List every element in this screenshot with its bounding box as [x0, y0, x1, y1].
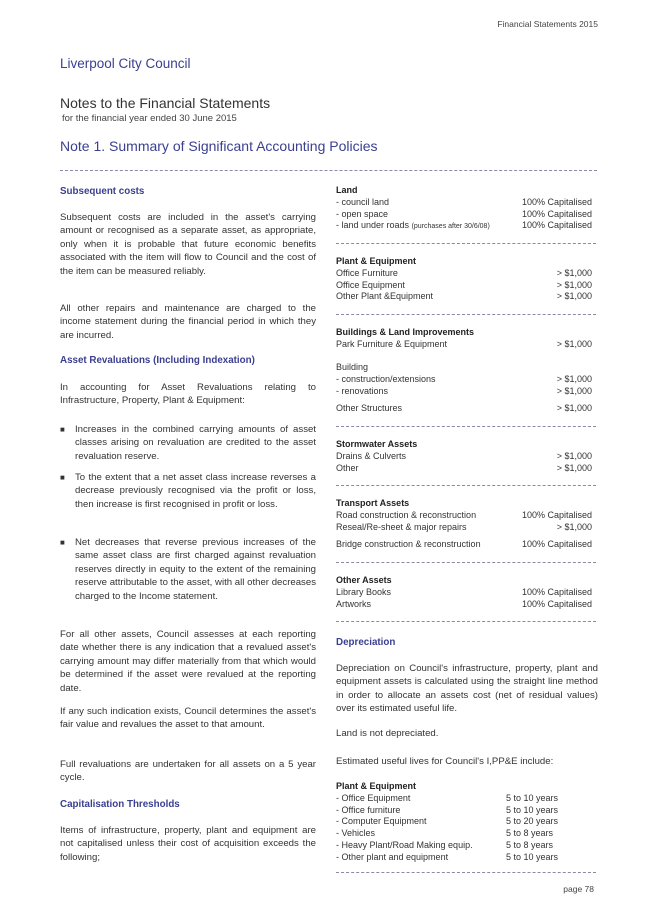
- repairs-paragraph: All other repairs and maintenance are charged to the income statement during the financial period in which they are incurred.: [60, 303, 316, 341]
- buildings-row: Park Furniture & Equipment > $1,000: [336, 338, 592, 349]
- building-row: - construction/extensions > $1,000: [336, 373, 592, 384]
- revaluations-paragraph-2: For all other assets, Council assesses at each reporting date whether there is any indication that a revalued asset's carrying amount may differ materially from that which would be determined if the asset were revalued at the reporting date.: [60, 629, 316, 694]
- notes-subtitle: for the financial year ended 30 June 2015: [62, 113, 237, 124]
- revaluation-bullet-3: ■ Net decreases that reverse previous increases of the same asset class are first charged against revaluation reserves directly in equity to the extent of the remaining reserve attributable to the asset, with all other decreases charged to the Income statement.: [60, 537, 316, 602]
- section-divider: [336, 314, 596, 315]
- bridge-row: Bridge construction & reconstruction 100% Capitalised: [336, 539, 592, 549]
- land-row: - council land 100% Capitalised: [336, 196, 592, 207]
- capitalisation-paragraph: Items of infrastructure, property, plant and equipment are not capitalised unless their cost of acquisition exceeds the following;: [60, 825, 316, 863]
- other-structures-row: Other Structures > $1,000: [336, 403, 592, 413]
- useful-life-row: - Office furniture 5 to 10 years: [336, 804, 559, 815]
- note-title: Note 1. Summary of Significant Accounting Policies: [60, 138, 378, 154]
- transport-heading: Transport Assets: [336, 498, 410, 508]
- plant-section: [336, 256, 592, 303]
- revaluations-intro: In accounting for Asset Revaluations relating to Infrastructure, Property, Plant & Equipment:: [60, 382, 316, 407]
- building-subsection: [336, 362, 592, 397]
- useful-life-row: - Computer Equipment 5 to 20 years: [336, 816, 559, 827]
- transport-row: Road construction & reconstruction 100% Capitalised: [336, 509, 592, 520]
- section-divider: [336, 562, 596, 563]
- other-assets-row: Artworks 100% Capitalised: [336, 598, 592, 609]
- other-assets-heading: Other Assets: [336, 575, 392, 585]
- revaluations-heading: Asset Revaluations (Including Indexation): [60, 355, 255, 366]
- useful-lives-heading: Plant & Equipment: [336, 781, 417, 791]
- building-row: - renovations > $1,000: [336, 385, 592, 396]
- subsequent-costs-heading: Subsequent costs: [60, 186, 145, 197]
- revaluation-bullet-1: ■ Increases in the combined carrying amounts of asset classes arising on revaluation are credited to the asset revaluation reserve.: [60, 424, 316, 462]
- land-row: - open space 100% Capitalised: [336, 208, 592, 219]
- capitalisation-heading: Capitalisation Thresholds: [60, 799, 180, 810]
- useful-life-row: - Other plant and equipment 5 to 10 years: [336, 851, 559, 862]
- section-divider: [336, 872, 596, 873]
- building-label: Building: [336, 362, 369, 372]
- transport-row: Reseal/Re-sheet & major repairs > $1,000: [336, 521, 592, 532]
- bullet-icon: ■: [60, 538, 65, 547]
- useful-life-row: - Vehicles 5 to 8 years: [336, 828, 554, 839]
- council-name: Liverpool City Council: [60, 56, 191, 71]
- useful-life-row: - Heavy Plant/Road Making equip. 5 to 8 years: [336, 839, 554, 850]
- running-header: Financial Statements 2015: [497, 19, 598, 29]
- plant-heading: Plant & Equipment: [336, 256, 417, 266]
- page-number: page 78: [563, 884, 594, 894]
- transport-section: [336, 498, 592, 533]
- section-divider: [336, 426, 596, 427]
- notes-title: Notes to the Financial Statements: [60, 95, 271, 111]
- section-divider: [336, 243, 596, 244]
- bullet-icon: ■: [60, 425, 65, 434]
- revaluation-bullet-2: ■ To the extent that a net asset class increase reverses a decrease previously recognised via the profit or loss, then increase is first recognised in profit or loss.: [60, 472, 316, 510]
- stormwater-row: Other > $1,000: [336, 462, 592, 473]
- land-heading: Land: [336, 185, 358, 195]
- revaluations-paragraph-3: If any such indication exists, Council determines the asset's fair value and revalues the asset to that amount.: [60, 706, 316, 731]
- other-assets-row: Library Books 100% Capitalised: [336, 586, 592, 597]
- useful-lives-intro: Estimated useful lives for Council's I,PP&E include:: [336, 756, 554, 767]
- bullet-icon: ■: [60, 473, 65, 482]
- revaluations-paragraph-4: Full revaluations are undertaken for all assets on a 5 year cycle.: [60, 759, 316, 784]
- stormwater-heading: Stormwater Assets: [336, 439, 418, 449]
- plant-row: Office Equipment > $1,000: [336, 279, 592, 290]
- title-divider: [60, 170, 597, 171]
- section-divider: [336, 485, 596, 486]
- land-section: [336, 185, 592, 232]
- stormwater-section: [336, 439, 592, 474]
- useful-life-row: - Office Equipment 5 to 10 years: [336, 792, 559, 803]
- stormwater-row: Drains & Culverts > $1,000: [336, 450, 592, 461]
- other-assets-section: [336, 575, 592, 610]
- plant-row: Office Furniture > $1,000: [336, 267, 592, 278]
- subsequent-costs-paragraph: Subsequent costs are included in the asset's carrying amount or recognised as a separate asset, as appropriate, only when it is probable that future economic benefits associated with the item will flow to Council and the cost of the item can be measured reliably.: [60, 212, 316, 277]
- useful-lives-section: [336, 781, 592, 864]
- land-row: - land under roads (purchases after 30/6/08) 100% Capitalised: [336, 220, 592, 231]
- plant-row: Other Plant &Equipment > $1,000: [336, 291, 592, 302]
- land-not-depreciated: Land is not depreciated.: [336, 728, 439, 739]
- depreciation-heading: Depreciation: [336, 637, 396, 648]
- buildings-heading: Buildings & Land Improvements: [336, 327, 475, 337]
- section-divider: [336, 621, 596, 622]
- buildings-section: [336, 327, 592, 351]
- depreciation-paragraph: Depreciation on Council's infrastructure, property, plant and equipment assets is calculated using the straight line method in order to allocate an assets cost (net of residual values) over its estimated useful life.: [336, 663, 598, 715]
